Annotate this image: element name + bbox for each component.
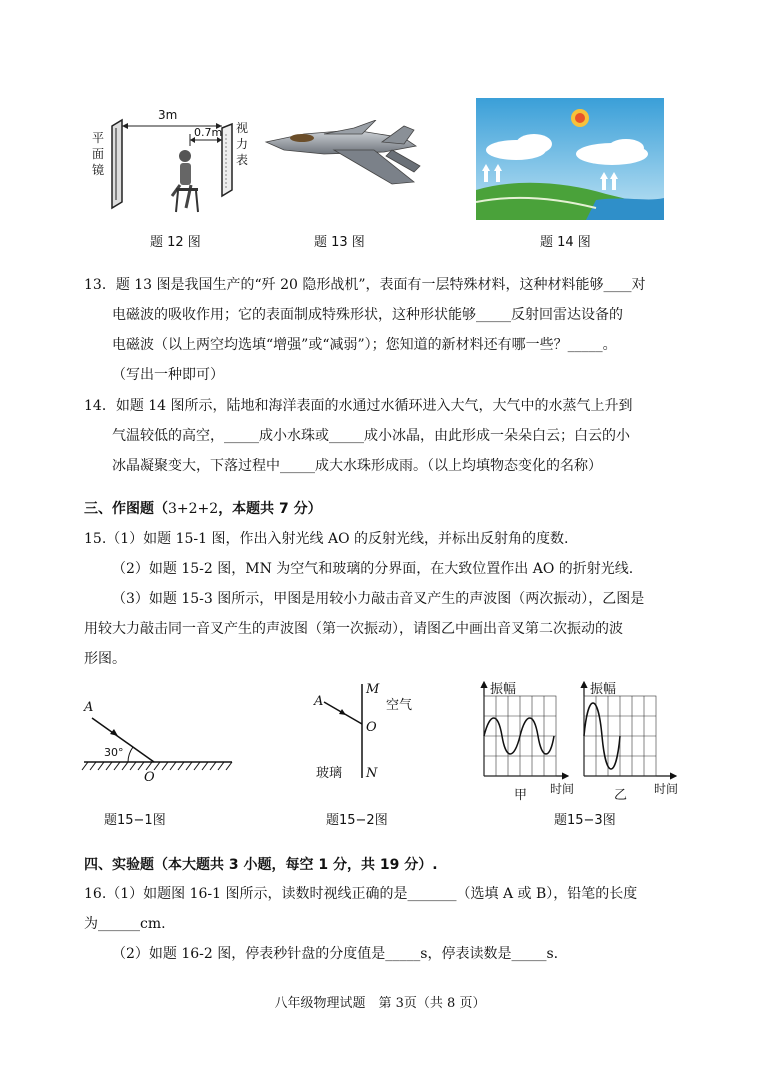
q15-line-4: 用较大力敲击同一音叉产生的声波图（第一次振动），请图乙中画出音叉第二次振动的波 xyxy=(84,621,623,637)
figure-15-1 xyxy=(80,700,240,790)
q14-line-2: 气温较低的高空，_____成小水珠或_____成小冰晶，由此形成一朵朵白云；白云的小 xyxy=(112,428,630,444)
q13-line-4: （写出一种即可） xyxy=(112,367,224,383)
q14-line-1: 14．如题 14 图所示，陆地和海洋表面的水通过水循环进入大气，大气中的水蒸气上升到 xyxy=(84,398,633,414)
figure-12 xyxy=(82,104,252,224)
q16-line-1: 16.（1）如题图 16-1 图所示，读数时视线正确的是_______（选填 A 或 B），铅笔的长度 xyxy=(84,886,638,902)
mirror-label-1: 平 xyxy=(92,131,105,145)
label-m: M xyxy=(366,682,380,697)
q15-line-2: （2）如题 15-2 图，MN 为空气和玻璃的分界面，在大致位置作出 AO 的折射光线. xyxy=(112,561,634,577)
chart-label-2: 力 xyxy=(236,137,249,151)
figure-15-3 xyxy=(476,678,686,803)
mirror-label-3: 镜 xyxy=(92,163,105,177)
caption-fig13: 题 13 图 xyxy=(314,235,365,250)
chart-label-3: 表 xyxy=(236,153,249,167)
label-a-15-1: A xyxy=(84,700,94,715)
section-3-heading: 三、作图题（3+2+2，本题共 7 分） xyxy=(84,501,322,517)
angle-label: 30° xyxy=(104,746,124,759)
label-jia: 甲 xyxy=(514,788,528,803)
fighter-jet-image xyxy=(264,120,424,210)
caption-fig15-2: 题15−2图 xyxy=(326,813,388,828)
label-air: 空气 xyxy=(386,698,413,713)
figure-15-2 xyxy=(310,680,420,790)
y-label-yi: 振幅 xyxy=(590,682,617,697)
distance-07m: 0.7m xyxy=(194,126,223,139)
label-o-15-1: O xyxy=(144,770,155,785)
label-n: N xyxy=(366,766,378,781)
q15-line-1: 15.（1）如题 15-1 图，作出入射光线 AO 的反射光线，并标出反射角的度数. xyxy=(84,531,569,547)
page-footer: 八年级物理试题 第 3页（共 8 页） xyxy=(274,996,486,1011)
water-cycle-image xyxy=(476,98,664,220)
chart-label-1: 视 xyxy=(236,121,249,135)
q13-line-3: 电磁波（以上两空均选填“增强”或“减弱”）；您知道的新材料还有哪一些？_____。 xyxy=(112,337,617,353)
caption-fig15-3: 题15−3图 xyxy=(554,813,616,828)
caption-fig12: 题 12 图 xyxy=(150,235,201,250)
x-label-jia: 时间 xyxy=(550,782,575,796)
figure-13 xyxy=(264,120,424,210)
section-4-heading: 四、实验题（本大题共 3 小题，每空 1 分，共 19 分）. xyxy=(84,857,438,873)
label-yi: 乙 xyxy=(614,788,628,803)
distance-3m: 3m xyxy=(158,108,178,122)
label-a-15-2: A xyxy=(314,694,324,709)
figure-14 xyxy=(476,98,664,220)
y-label-jia: 振幅 xyxy=(490,682,517,697)
q13-line-2: 电磁波的吸收作用；它的表面制成特殊形状，这种形状能够_____反射回雷达设备的 xyxy=(112,307,623,323)
mirror-label-2: 面 xyxy=(92,147,105,161)
q13-line-1: 13．题 13 图是我国生产的“歼 20 隐形战机”，表面有一层特殊材料，这种材料能够____对 xyxy=(84,277,646,293)
q14-line-3: 冰晶凝聚变大，下落过程中_____成大水珠形成雨。（以上均填物态变化的名称） xyxy=(112,458,602,474)
q15-line-3: （3）如题 15-3 图所示，甲图是用较小力敲击音叉产生的声波图（两次振动），乙图是 xyxy=(112,591,645,607)
eye-test-diagram xyxy=(82,104,252,224)
label-o-15-2: O xyxy=(366,720,377,735)
q16-line-3: （2）如题 16-2 图，停表秒针盘的分度值是_____s，停表读数是_____s. xyxy=(112,946,559,962)
reflection-diagram xyxy=(80,700,240,790)
caption-fig15-1: 题15−1图 xyxy=(104,813,166,828)
x-label-yi: 时间 xyxy=(654,782,679,796)
caption-fig14: 题 14 图 xyxy=(540,235,591,250)
label-glass: 玻璃 xyxy=(316,766,343,781)
q16-line-2: 为______cm. xyxy=(84,916,166,932)
q15-line-5: 形图。 xyxy=(84,651,126,667)
